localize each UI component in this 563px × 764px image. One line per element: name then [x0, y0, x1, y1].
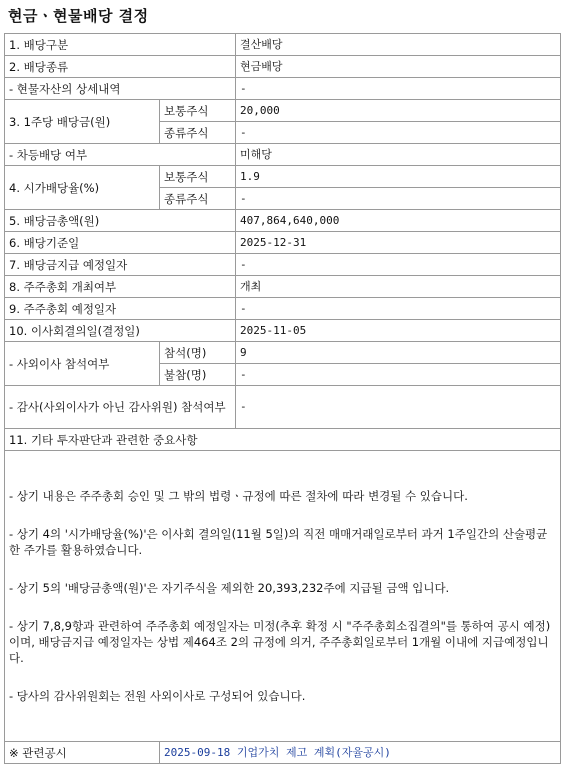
note-paragraph: - 상기 4의 '시가배당율(%)'은 이사회 결의일(11월 5일)의 직전 매매거래일로부터 과거 1주일간의 산술평균한 주가를 활용하였습니다. [9, 527, 548, 557]
row-value: - [236, 364, 561, 386]
row-agm-date [5, 298, 561, 320]
sub-label: 종류주식 [160, 188, 236, 210]
row-value: - [236, 254, 561, 276]
row-value: 407,864,640,000 [236, 210, 561, 232]
row-value: 미해당 [236, 144, 561, 166]
related-link-cell [160, 742, 561, 764]
note-paragraph: - 상기 5의 '배당금총액(원)'은 자기주식을 제외한 20,393,232주에 지급될 금액 입니다. [9, 581, 450, 595]
row-value: - [236, 298, 561, 320]
row-record-date [5, 232, 561, 254]
row-value: 9 [236, 342, 561, 364]
row-value: - [236, 386, 561, 429]
row-label: 5. 배당금총액(원) [5, 210, 236, 232]
row-yield-common [5, 166, 561, 188]
row-payment-date [5, 254, 561, 276]
sub-label: 보통주식 [160, 166, 236, 188]
row-value: 현금배당 [236, 56, 561, 78]
row-label: 1. 배당구분 [5, 34, 236, 56]
row-label: - 차등배당 여부 [5, 144, 236, 166]
row-value: - [236, 122, 561, 144]
row-related-disclosure [5, 742, 561, 764]
note-paragraph: - 상기 7,8,9항과 관련하여 주주총회 예정일자는 미정(추후 확정 시 "주주총회소집결의"를 통하여 공시 예정)이며, 배당금지급 예정일자는 상법 제464조 2의 규정에 의거, 주주총회일로부터 1개월 이내에 지급예정입니다. [9, 619, 551, 665]
row-value: - [236, 188, 561, 210]
notes-cell [5, 451, 561, 742]
sub-label: 보통주식 [160, 100, 236, 122]
row-label: ※ 관련공시 [5, 742, 160, 764]
sub-label: 종류주식 [160, 122, 236, 144]
note-paragraph: - 상기 내용은 주주총회 승인 및 그 밖의 법령ㆍ규정에 따른 절차에 따라 변경될 수 있습니다. [9, 489, 468, 503]
row-dps-common [5, 100, 561, 122]
page-title: 현금ㆍ현물배당 결정 [8, 7, 149, 25]
row-board-resolution-date [5, 320, 561, 342]
row-dividend-category [5, 34, 561, 56]
sub-label: 불참(명) [160, 364, 236, 386]
row-label: 10. 이사회결의일(결정일) [5, 320, 236, 342]
row-value: 1.9 [236, 166, 561, 188]
row-label: 9. 주주총회 예정일자 [5, 298, 236, 320]
row-label: 3. 1주당 배당금(원) [5, 100, 160, 144]
row-label: - 감사(사외이사가 아닌 감사위원) 참석여부 [5, 386, 236, 429]
sub-label: 참석(명) [160, 342, 236, 364]
row-value: 20,000 [236, 100, 561, 122]
row-value: - [236, 78, 561, 100]
row-total-dividend [5, 210, 561, 232]
row-label: 11. 기타 투자판단과 관련한 중요사항 [5, 429, 561, 451]
row-label: 6. 배당기준일 [5, 232, 236, 254]
row-value: 2025-11-05 [236, 320, 561, 342]
row-label: 2. 배당종류 [5, 56, 236, 78]
row-label: - 사외이사 참석여부 [5, 342, 160, 386]
row-dividend-type [5, 56, 561, 78]
row-value: 결산배당 [236, 34, 561, 56]
row-value: 개최 [236, 276, 561, 298]
row-value: 2025-12-31 [236, 232, 561, 254]
row-label: - 현물자산의 상세내역 [5, 78, 236, 100]
related-disclosure-link[interactable]: 2025-09-18 기업가치 제고 계획(자율공시) [164, 746, 391, 759]
row-differential-dividend [5, 144, 561, 166]
disclosure-table [4, 33, 561, 764]
row-other-matters-header [5, 429, 561, 451]
row-label: 8. 주주총회 개최여부 [5, 276, 236, 298]
row-label: 7. 배당금지급 예정일자 [5, 254, 236, 276]
row-label: 4. 시가배당율(%) [5, 166, 160, 210]
note-paragraph: - 당사의 감사위원회는 전원 사외이사로 구성되어 있습니다. [9, 689, 306, 703]
row-auditor-present [5, 386, 561, 429]
row-outside-directors-present [5, 342, 561, 364]
row-other-matters-notes [5, 451, 561, 742]
row-inkind-details [5, 78, 561, 100]
row-agm-held [5, 276, 561, 298]
